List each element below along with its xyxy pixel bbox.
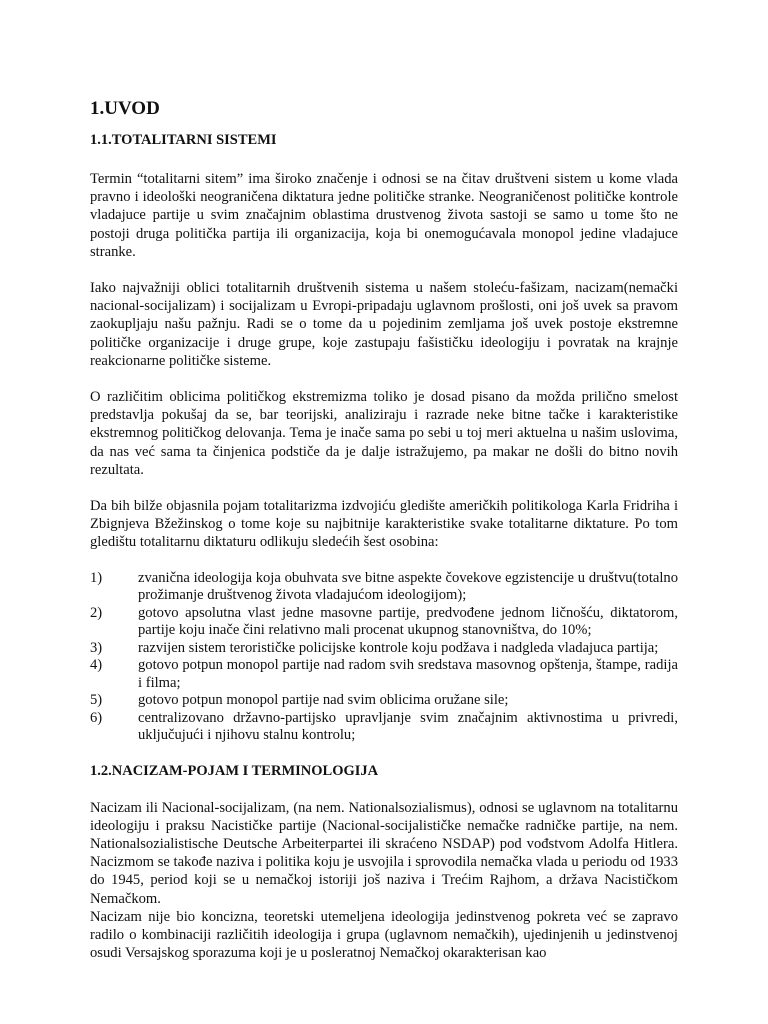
list-item-text: centralizovano državno-partijsko upravljanje svim značajnim aktivnostima u privredi, uključujući i njihovu stalnu kontrolu; — [138, 709, 678, 744]
list-item — [90, 605, 678, 640]
list-item-number: 4) — [90, 657, 103, 674]
totalitarian-features-list — [90, 570, 678, 745]
list-item-text: razvijen sistem terorističke policijske kontrole koju podžava i nadgleda vladajuca partija; — [138, 639, 659, 656]
list-item — [90, 692, 678, 710]
list-item-number: 6) — [90, 709, 103, 726]
paragraph: O različitim oblicima političkog ekstremizma toliko je dosad pisano da možda prilično smelost predstavlja pokušaj da se, bar teorijski, analiziraju i razrade neke bitne tačke i karakteristike ekstremnog političkog delovanja. Tema je inače sama po sebi u toj meri aktuelna u našim uslovima, da nas već sama ta činjenica podstiče da je dalje istražujemo, pa makar ne došli do bitno novih rezultata. — [90, 389, 678, 478]
list-item — [90, 640, 678, 658]
document-page — [90, 96, 678, 962]
section-title-nacizam: 1.2.NACIZAM-POJAM I TERMINOLOGIJA — [90, 762, 379, 779]
list-item-text: gotovo potpun monopol partije nad radom svih sredstava masovnog opštenja, štampe, radija i filma; — [138, 657, 678, 691]
list-item — [90, 570, 678, 605]
list-item — [90, 657, 678, 692]
list-item-text: zvanična ideologija koja obuhvata sve bitne aspekte čovekove egzistencije u društvu(totalno prožimanje društvenog života vladajućom ideologijom); — [138, 569, 678, 604]
list-item — [90, 710, 678, 745]
paragraph: Da bih bilže objasnila pojam totalitarizma izdvojiću gledište američkih politikologa Karla Fridriha i Zbignjeva Bžežinskog o tome koje su najbitnije karakteristike svake totalitarne diktature. Po tom gledištu totalitarnu diktaturu odlikuju sledećih šest osobina: — [90, 498, 678, 551]
list-item-text: gotovo apsolutna vlast jedne masovne partije, predvođene jednom ličnošću, diktatorom, partije koju inače čini relativno mali procenat ukupnog stanovništva, do 10%; — [138, 604, 678, 639]
paragraph: Termin “totalitarni sitem” ima široko značenje i odnosi se na čitav društveni sistem u kome vlada pravno i ideološki neograničena diktatura jedne političke stranke. Neograničenost političke kontrole vladajuce partije u svim značajnim oblastima drustvenog života sastoji se samo u tome što ne postoji druga politička partija ili organizacija, koja bi onemogućavala monopol jedine vladajuce stranke. — [90, 171, 678, 260]
list-item-number: 1) — [90, 569, 103, 586]
chapter-title: 1.UVOD — [90, 98, 160, 119]
paragraph: Iako najvažniji oblici totalitarnih društvenih sistema u našem stoleću-fašizam, nacizam(nemački nacional-socijalizam) i socijalizam u Evropi-pripadaju uglavnom prošlosti, oni još uvek sa pravom zaokupljaju našu pažnju. Radi se o tome da u pojedinim zemljama još uvek postoje ekstremne političke organizacije i druge grupe, koje zastupaju fašističku ideologiju i povratak na krajnje reakcionarne političke sisteme. — [90, 280, 678, 369]
list-item-number: 2) — [90, 604, 103, 621]
list-item-text: gotovo potpun monopol partije nad svim oblicima oružane sile; — [138, 692, 509, 709]
paragraph: Nacizam ili Nacional-socijalizam, (na nem. Nationalsozialismus), odnosi se uglavnom na totalitarnu ideologiju i praksu Nacističke partije (Nacional-socijalističke nemačke radničke partije, na nem. Nationalsozialistische Deutsche Arbeiterpartei ili skraćeno NSDAP) pod vođstvom Adolfa Hitlera. Nacizmom se takođe naziva i politika koju je usvojila i sprovodila nemačka vlada u periodu od 1933 do 1945, period koji se u nemačkoj istoriji još naziva i Trećim Rajhom, a država Nacističkom Nemačkom. — [90, 799, 678, 907]
list-item-number: 3) — [90, 639, 103, 656]
list-item-number: 5) — [90, 692, 103, 709]
section-title-totalitarni-sistemi: 1.1.TOTALITARNI SISTEMI — [90, 132, 277, 148]
paragraph: Nacizam nije bio koncizna, teoretski utemeljena ideologija jedinstvenog pokreta već se zapravo radilo o kombinaciji različitih ideologija i grupa (uglavnom nemačkih), ujedinjenih u jedinstvenoj osudi Versajskog sporazuma koji je u posleratnoj Nemačkoj okarakterisan kao — [90, 908, 678, 962]
